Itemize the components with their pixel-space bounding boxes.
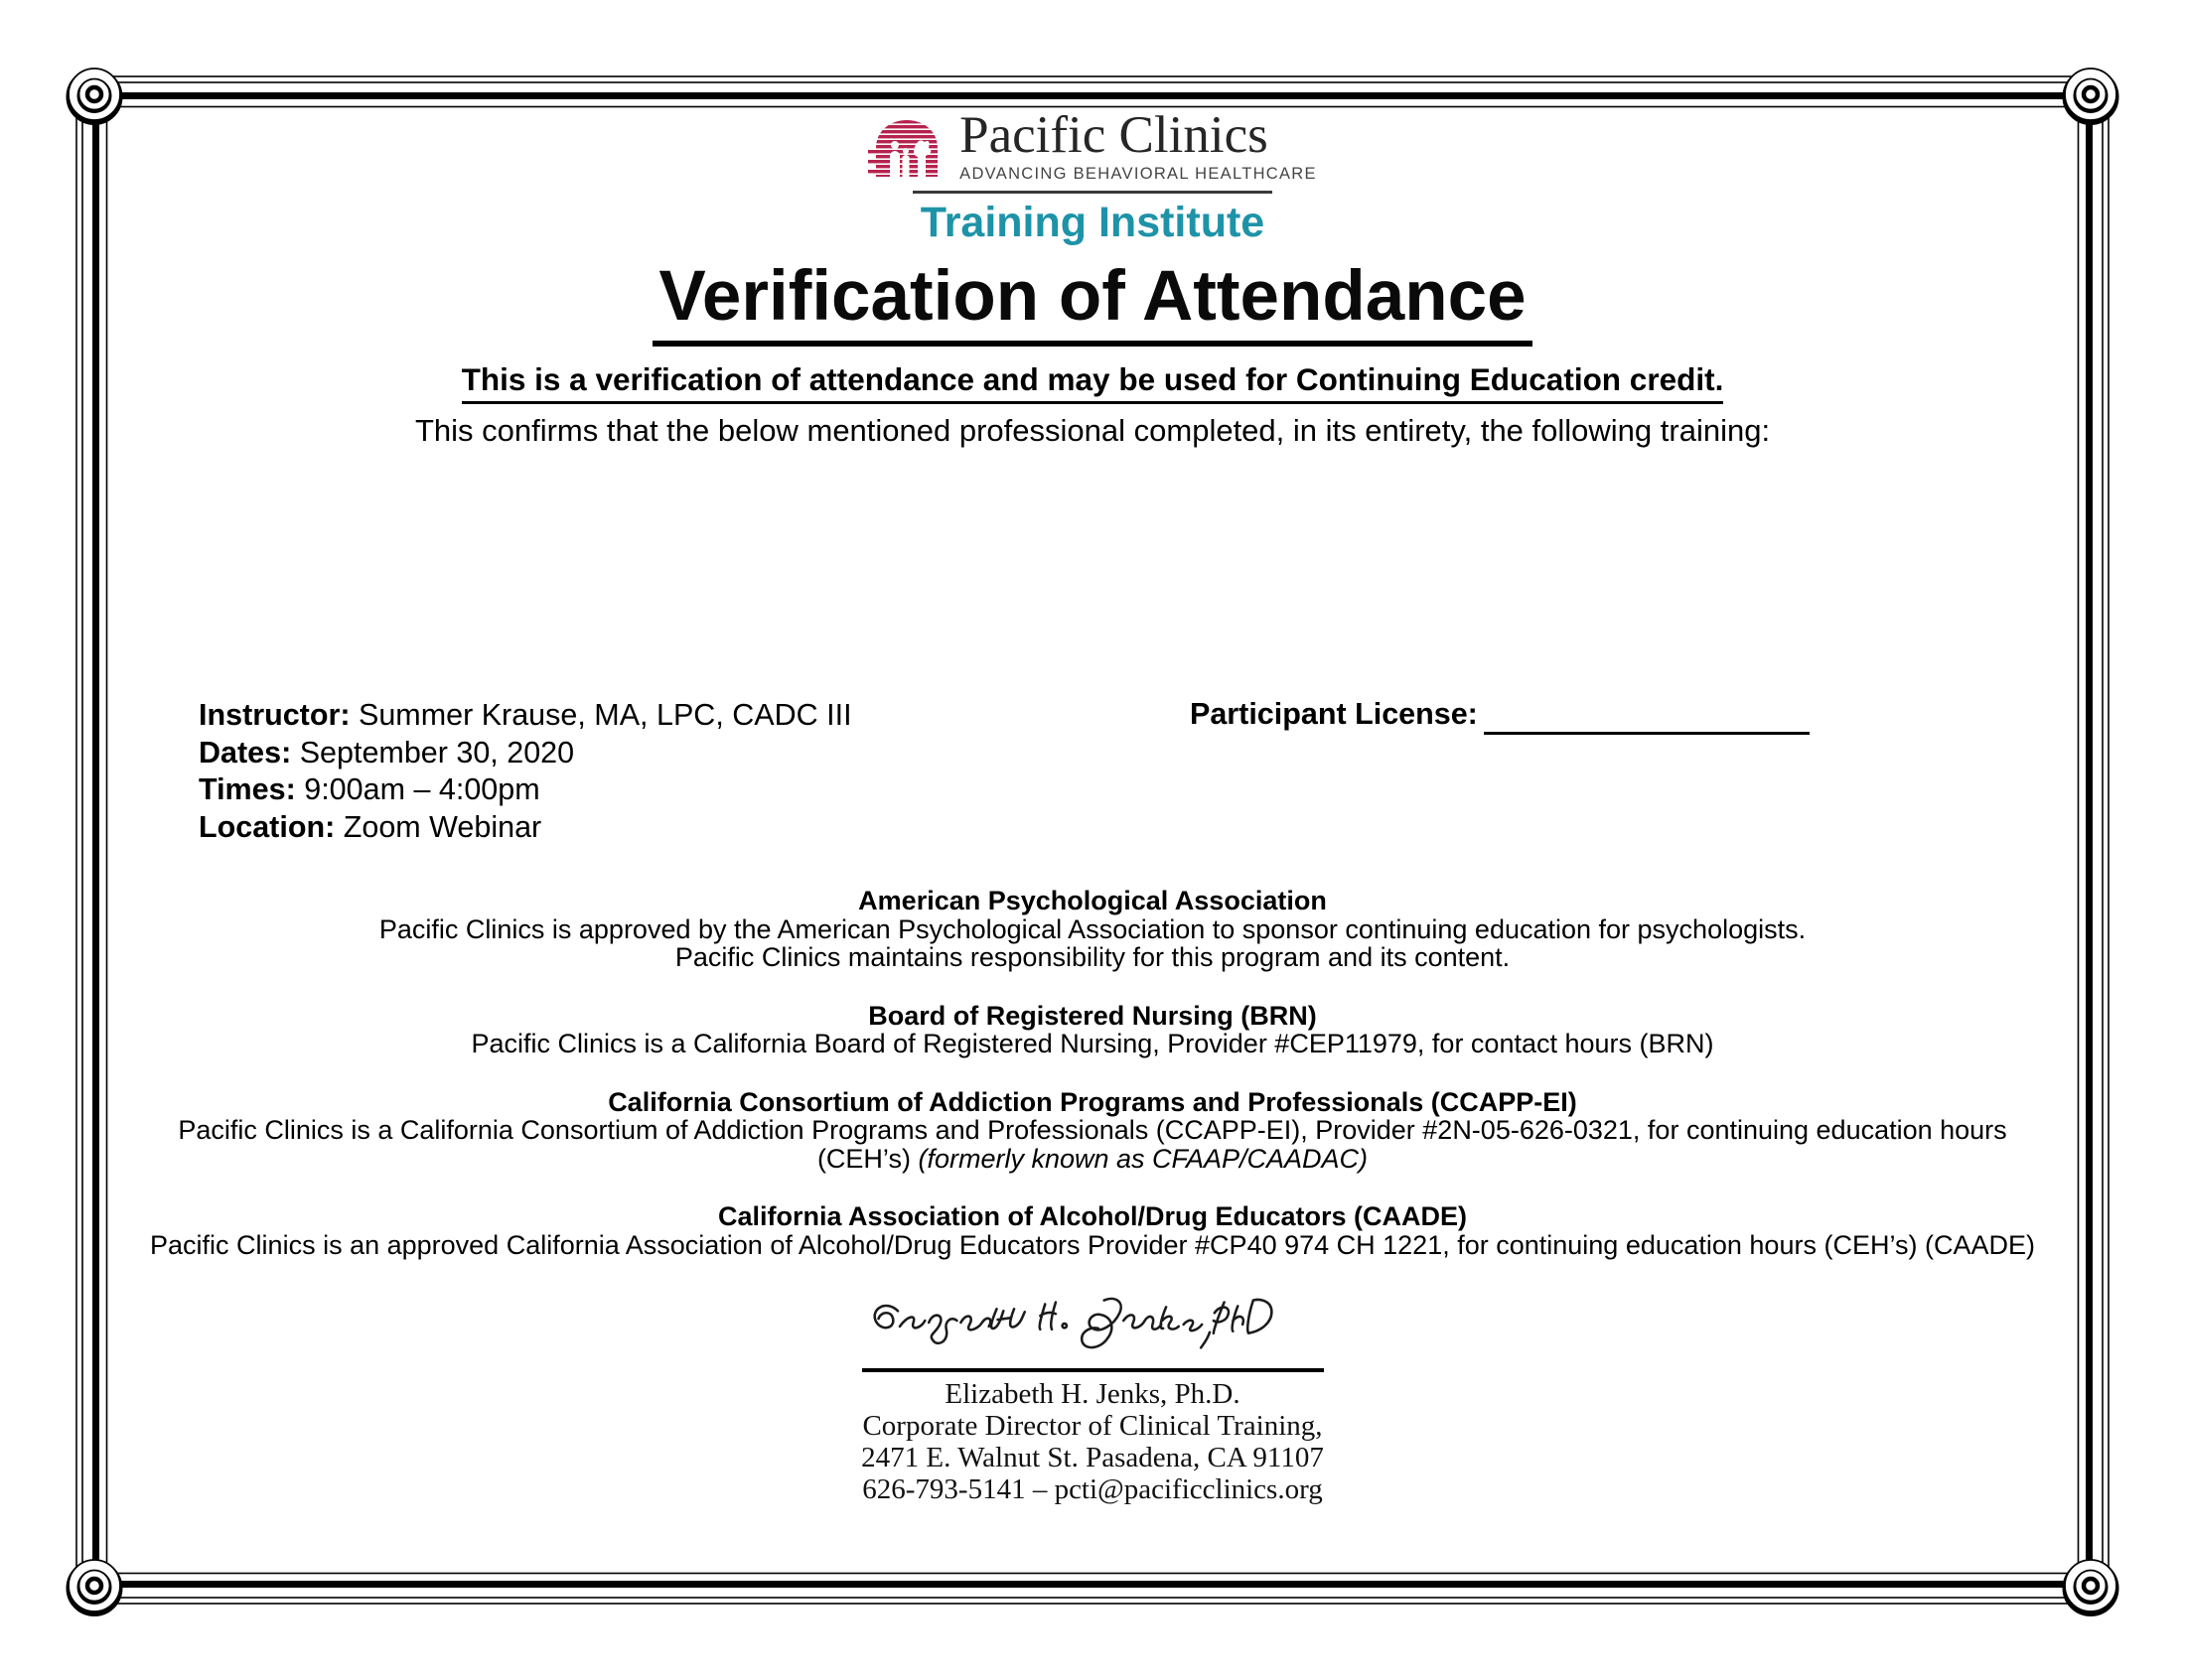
participant-license-blank [1484,697,1810,735]
signer-role: Corporate Director of Clinical Training, [862,1410,1323,1442]
signer-name: Elizabeth H. Jenks, Ph.D. [945,1378,1240,1410]
times-label: Times: [199,772,296,806]
accreditation-line: Pacific Clinics is a California Board of Registered Nursing, Provider #CEP11979, for contact hours (BRN) [471,1029,1714,1058]
accreditation-line: Pacific Clinics maintains responsibility for this program and its content. [674,942,1511,972]
location-line [199,809,852,847]
location-value: Zoom Webinar [343,809,542,844]
times-value: 9:00am – 4:00pm [304,772,540,806]
brand-tagline: ADVANCING BEHAVIORAL HEALTHCARE [959,165,1317,183]
accreditation-line: Pacific Clinics is a California Consortium of Addiction Programs and Professionals (CCAPP-EI), Provider #2N-05-626-0321, for continuing education hours [178,1115,2007,1145]
accreditation-heading: California Association of Alcohol/Drug Educators (CAADE) [717,1201,1468,1231]
pacific-clinics-logo-icon [868,115,947,179]
accreditation-line: (CEH’s) (formerly known as CFAAP/CAADAC) [816,1143,1369,1174]
instructor-line [199,697,852,735]
dates-value: September 30, 2020 [299,735,575,770]
signer-address: 2471 E. Walnut St. Pasadena, CA 91107 [861,1442,1324,1473]
subtitle: This confirms that the below mentioned professional completed, in its entirety, the following training: [414,412,1771,448]
accreditation-line: Pacific Clinics is approved by the American Psychological Association to sponsor continuing education for psychologists. [378,913,1807,944]
training-institute-label: Training Institute [920,198,1265,246]
accreditation-heading: American Psychological Association [858,886,1327,915]
handwritten-signature [859,1284,1326,1361]
participant-license-label: Participant License: [1190,697,1478,731]
location-label: Location: [199,809,336,844]
accreditation-line: Pacific Clinics is an approved California Association of Alcohol/Drug Educators Provider #CP40 974 CH 1221, for continuing education hours (CEH’s) (CAADE) [150,1229,2035,1260]
accreditation-block [0,1202,2185,1259]
participant-license-line [1190,697,1810,735]
accreditation-block [0,1002,2185,1058]
pacific-clinics-logo [0,106,2185,184]
logo-divider [913,191,1272,194]
header [0,106,2185,449]
signature-rule [862,1368,1324,1372]
instructor-value: Summer Krause, MA, LPC, CADC III [358,698,852,732]
training-details [199,697,852,846]
subtitle-bold: This is a verification of attendance and may be used for Continuing Education credit. [462,361,1724,404]
accreditations-section [0,887,2185,1289]
brand-name: Pacific Clinics [959,106,1268,164]
instructor-label: Instructor: [199,698,351,732]
accreditation-block [0,887,2185,972]
times-line [199,771,852,809]
signature-block [0,1284,2185,1505]
dates-label: Dates: [199,735,292,770]
accreditation-heading: Board of Registered Nursing (BRN) [868,1000,1317,1031]
dates-line [199,735,852,772]
accreditation-block [0,1088,2185,1174]
signer-contact: 626-793-5141 – pcti@pacificclinics.org [862,1473,1323,1505]
accreditation-heading: California Consortium of Addiction Programs and Professionals (CCAPP-EI) [608,1086,1577,1117]
page-title: Verification of Attendance [653,256,1531,347]
